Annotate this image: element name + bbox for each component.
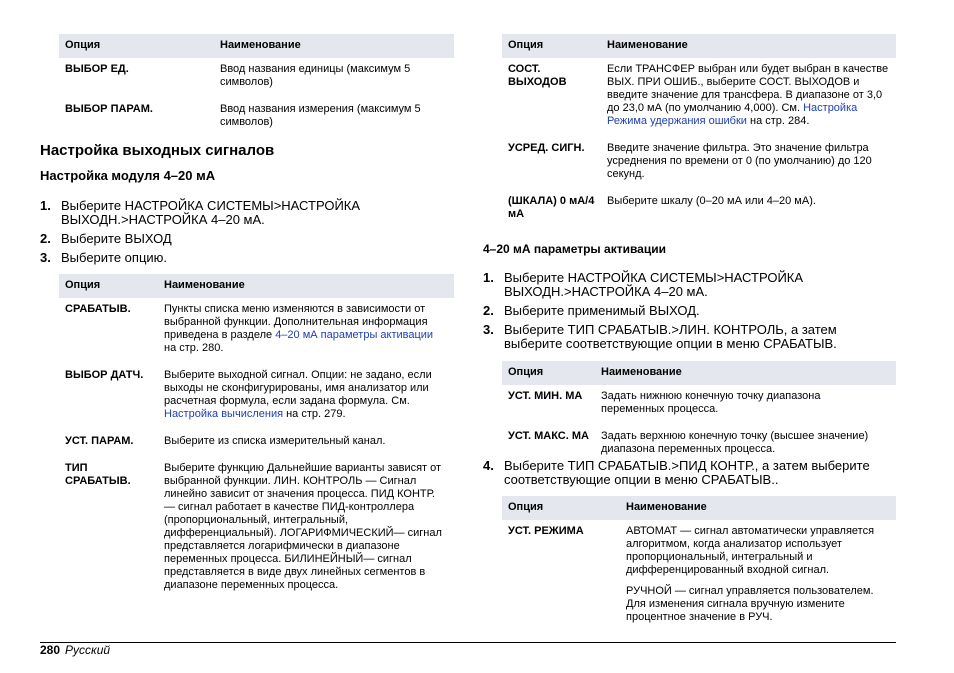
list-item bbox=[483, 323, 898, 351]
list-item bbox=[483, 459, 898, 487]
description-cell: Выберите выходной сигнал. Опции: не задано, если выходы не сконфигурированы, имя анализатор или расчетная формула, если задана формула. См. Настройка вычисления на стр. 279. bbox=[164, 369, 432, 420]
table-linear-control bbox=[502, 361, 896, 461]
activation-title: 4–20 мА параметры активации bbox=[483, 242, 666, 256]
setup-steps bbox=[40, 199, 420, 270]
table-row bbox=[59, 58, 454, 98]
option-cell: ВЫБОР ДАТЧ. bbox=[65, 369, 144, 381]
footer-divider bbox=[40, 642, 896, 643]
list-item bbox=[483, 271, 898, 299]
column-header-option: Опция bbox=[59, 274, 158, 298]
cross-reference-link[interactable]: Настройка вычисления bbox=[164, 408, 284, 420]
list-item bbox=[40, 251, 420, 265]
description-cell: Выберите из списка измерительный канал. bbox=[164, 435, 386, 447]
option-cell: УСТ. МИН. МА bbox=[508, 390, 583, 402]
table-row bbox=[502, 385, 896, 425]
section-subtitle: Настройка модуля 4–20 мА bbox=[40, 168, 216, 183]
description-cell: Пункты списка меню изменяются в зависимости от выбранной функции. Дополнительная информация приведена в разделе 4–20 мА параметры активации на стр. 280. bbox=[164, 303, 434, 354]
column-header-option: Опция bbox=[502, 361, 595, 385]
table-main-options bbox=[59, 274, 454, 597]
table-row bbox=[502, 520, 896, 629]
description-cell: Задать нижнюю конечную точку диапазона переменных процесса. bbox=[601, 390, 821, 415]
table-row bbox=[502, 137, 896, 190]
option-cell: (ШКАЛА) 0 мА/4 мА bbox=[508, 195, 595, 220]
step-text: Выберите ТИП СРАБАТЫВ.>ПИД КОНТР., а затем выберите соответствующие опции в меню СРАБАТЫВ.. bbox=[504, 458, 870, 487]
option-cell: УСТ. МАКС. МА bbox=[508, 430, 589, 442]
step-text: Выберите применимый ВЫХОД. bbox=[504, 303, 700, 318]
option-cell: СОСТ. ВЫХОДОВ bbox=[508, 63, 567, 88]
list-item bbox=[40, 199, 420, 227]
table-row bbox=[502, 190, 896, 226]
description-cell: Выберите функцию Дальнейшие варианты зависят от выбранной функции. ЛИН. КОНТРОЛЬ — Сигнал линейно зависит от значения процесса. ПИД КОНТР. — сигнал работает в качестве ПИД-контроллера (пропорциональный, интегральный, дифференциальный). ЛОГАРИФМИЧЕСКИЙ— сигнал представляется логарифмически в диапазоне переменных процесса. БИЛИНЕЙНЫЙ— сигнал представляется в виде двух линейных сегментов в диапазоне переменных процесса. bbox=[164, 462, 442, 591]
section-title: Настройка выходных сигналов bbox=[40, 142, 275, 159]
column-header-name: Наименование bbox=[595, 361, 896, 385]
table-row bbox=[502, 58, 896, 137]
description-cell: Выберите шкалу (0–20 мА или 4–20 мА). bbox=[607, 195, 816, 207]
table-row bbox=[59, 364, 454, 430]
step-text: Выберите ТИП СРАБАТЫВ.>ЛИН. КОНТРОЛЬ, а затем выберите соответствующие опции в меню СРАБАТЫВ. bbox=[504, 322, 837, 351]
column-header-option: Опция bbox=[59, 34, 214, 58]
option-cell: УСТ. ПАРАМ. bbox=[65, 435, 134, 447]
step-text: Выберите ВЫХОД bbox=[61, 231, 172, 246]
description-paragraph: АВТОМАТ — сигнал автоматически управляется алгоритмом, когда анализатор использует пропорциональный, интегральный и дифференцированный входной сигнал. bbox=[626, 525, 875, 576]
cross-reference-link[interactable]: Настройка Режима удержания ошибки bbox=[607, 102, 858, 127]
table-right-options bbox=[502, 34, 896, 226]
page-footer bbox=[40, 643, 110, 657]
step-number: 1. bbox=[40, 198, 51, 213]
column-header-name: Наименование bbox=[214, 34, 454, 58]
description-cell: Задать верхнюю конечную точку (высшее значение) диапазона переменных процесса. bbox=[601, 430, 869, 455]
column-header-name: Наименование bbox=[158, 274, 454, 298]
table-row bbox=[59, 98, 454, 134]
option-cell: УСТ. РЕЖИМА bbox=[508, 525, 584, 537]
list-item bbox=[40, 232, 420, 246]
step-number: 3. bbox=[40, 250, 51, 265]
table-row bbox=[59, 298, 454, 364]
step-number: 3. bbox=[483, 322, 494, 337]
step-text: Выберите опцию. bbox=[61, 250, 168, 265]
step-number: 4. bbox=[483, 458, 494, 473]
description-cell: Введите значение фильтра. Это значение фильтра усреднения по времени от 0 (по умолчанию) до 120 секунд. bbox=[607, 142, 872, 180]
option-cell: ВЫБОР ПАРАМ. bbox=[65, 103, 153, 115]
table-row bbox=[502, 425, 896, 461]
description-paragraph: РУЧНОЙ — сигнал управляется пользователем. Для изменения сигнала вручную измените процентное значение в РУЧ. bbox=[626, 585, 874, 623]
step-number: 1. bbox=[483, 270, 494, 285]
option-cell: ВЫБОР ЕД. bbox=[65, 63, 129, 75]
table-row bbox=[59, 457, 454, 597]
cross-reference-link[interactable]: 4–20 мА параметры активации bbox=[275, 329, 434, 341]
page-number: 280 bbox=[40, 643, 61, 657]
step-text: Выберите НАСТРОЙКА СИСТЕМЫ>НАСТРОЙКА ВЫХОДН.>НАСТРОЙКА 4–20 мА. bbox=[504, 270, 804, 299]
option-cell: ТИП СРАБАТЫВ. bbox=[65, 462, 131, 487]
step-number: 2. bbox=[483, 303, 494, 318]
list-item bbox=[483, 304, 898, 318]
description-cell: Ввод названия измерения (максимум 5 символов) bbox=[220, 103, 421, 128]
column-header-option: Опция bbox=[502, 496, 620, 520]
column-header-name: Наименование bbox=[620, 496, 896, 520]
description-cell bbox=[620, 520, 896, 629]
option-cell: СРАБАТЫВ. bbox=[65, 303, 131, 315]
description-cell: Если ТРАНСФЕР выбран или будет выбран в качестве ВЫХ. ПРИ ОШИБ., выберите СОСТ. ВЫХОДОВ и введите значение для трансфера. В диапазоне от 3,0 до 23,0 мА (по умолчанию 4,000). См. Настройка Режима удержания ошибки на стр. 284. bbox=[607, 63, 889, 127]
option-cell: УСРЕД. СИГН. bbox=[508, 142, 585, 154]
step-text: Выберите НАСТРОЙКА СИСТЕМЫ>НАСТРОЙКА ВЫХОДН.>НАСТРОЙКА 4–20 мА. bbox=[61, 198, 361, 227]
table-pid-control bbox=[502, 496, 896, 629]
table-row bbox=[59, 430, 454, 457]
activation-steps bbox=[483, 271, 898, 356]
step-number: 2. bbox=[40, 231, 51, 246]
activation-step-4 bbox=[483, 459, 898, 492]
column-header-name: Наименование bbox=[601, 34, 896, 58]
description-cell: Ввод названия единицы (максимум 5 символов) bbox=[220, 63, 411, 88]
column-header-option: Опция bbox=[502, 34, 601, 58]
table-units bbox=[59, 34, 454, 134]
footer-language: Русский bbox=[65, 643, 111, 657]
